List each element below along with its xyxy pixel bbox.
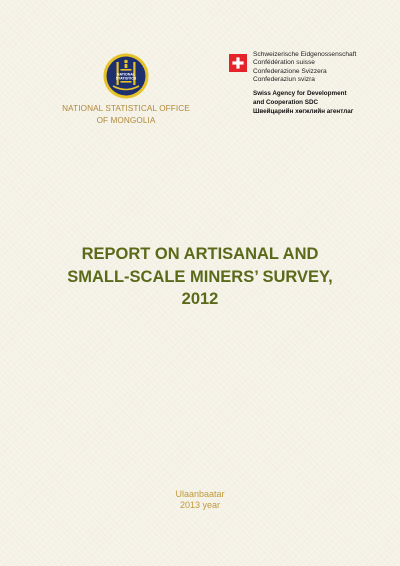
nso-emblem-icon [103,53,149,99]
sdc-line-3: Швейцарийн хөгжлийн агентлаг [253,107,354,115]
sdc-line-2: and Cooperation SDC [253,98,319,106]
swiss-name-de: Schweizerische Eidgenossenschaft [253,51,357,58]
nso-name-line-2: OF MONGOLIA [96,116,156,125]
nso-name-line-1: NATIONAL STATISTICAL OFFICE [62,104,190,113]
nso-name [50,103,202,127]
publication-city: Ulaanbaatar [175,489,225,499]
sdc-agency [253,90,353,116]
publication-year: 2013 year [179,500,221,510]
publication-info [100,489,300,511]
swiss-confederation-names [253,51,356,85]
nso-logo-text-1: NATIONAL [116,72,136,77]
swiss-name-fr: Confédération suisse [253,59,315,67]
swiss-flag-icon [229,54,247,72]
title-line-1: REPORT ON ARTISANAL AND [81,245,319,263]
report-title [20,243,380,311]
title-line-3: 2012 [181,290,219,308]
nso-logo-text-2: STATISTICS [115,76,137,81]
sdc-line-1: Swiss Agency for Development [253,90,347,97]
swiss-name-it: Confederazione Svizzera [253,67,327,75]
title-line-2: SMALL-SCALE MINERS’ SURVEY, [67,267,333,286]
swiss-name-rm: Confederaziun svizra [253,76,315,84]
